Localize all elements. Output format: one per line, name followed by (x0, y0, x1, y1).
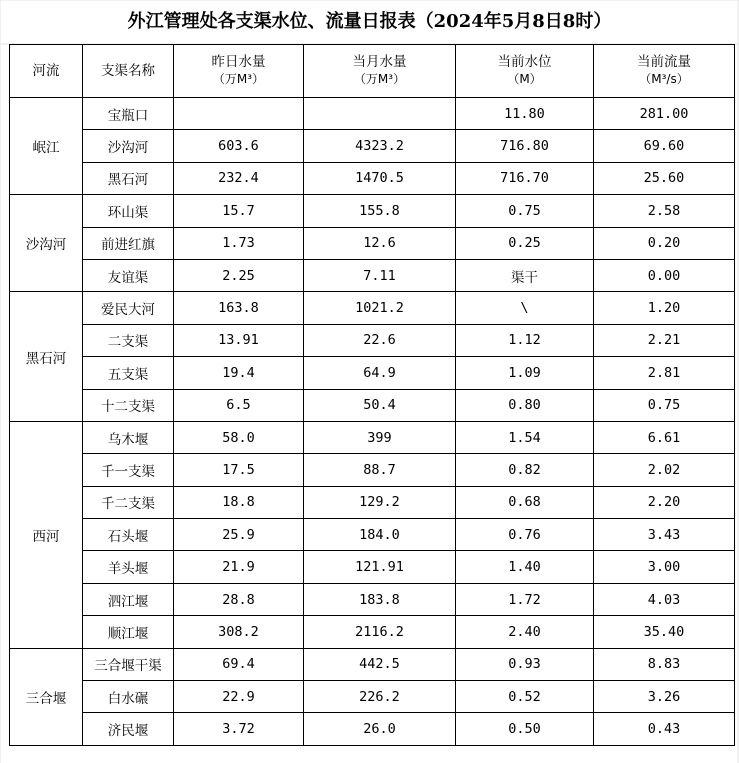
water-level-cell: 0.25 (456, 227, 594, 259)
flow-rate-cell: 3.00 (594, 551, 735, 583)
canal-name-cell: 羊头堰 (83, 551, 174, 583)
river-group-cell: 沙沟河 (10, 195, 83, 292)
flow-rate-cell: 4.03 (594, 583, 735, 615)
water-level-cell: 0.80 (456, 389, 594, 421)
canal-name-cell: 友谊渠 (83, 259, 174, 291)
canal-name-cell: 宝瓶口 (83, 98, 174, 130)
table-row (10, 681, 735, 713)
yesterday-volume-cell: 15.7 (174, 195, 304, 227)
yesterday-volume-cell: 1.73 (174, 227, 304, 259)
river-group-cell: 西河 (10, 421, 83, 648)
month-volume-cell: 226.2 (304, 681, 456, 713)
canal-name-cell: 爱民大河 (83, 292, 174, 324)
report-body (10, 98, 735, 746)
water-level-cell: 716.80 (456, 130, 594, 162)
yesterday-volume-cell: 17.5 (174, 454, 304, 486)
flow-rate-cell: 2.81 (594, 357, 735, 389)
yesterday-volume-cell: 308.2 (174, 616, 304, 648)
canal-name-cell: 千二支渠 (83, 486, 174, 518)
yesterday-volume-cell: 6.5 (174, 389, 304, 421)
water-level-cell: 0.82 (456, 454, 594, 486)
month-volume-cell: 1021.2 (304, 292, 456, 324)
flow-rate-cell: 3.43 (594, 519, 735, 551)
month-volume-cell: 2116.2 (304, 616, 456, 648)
table-row (10, 421, 735, 453)
month-volume-cell: 50.4 (304, 389, 456, 421)
table-row (10, 195, 735, 227)
month-volume-cell: 121.91 (304, 551, 456, 583)
water-level-cell: 1.40 (456, 551, 594, 583)
canal-name-cell: 黑石河 (83, 162, 174, 194)
flow-rate-cell: 0.00 (594, 259, 735, 291)
yesterday-volume-cell: 28.8 (174, 583, 304, 615)
month-volume-cell: 7.11 (304, 259, 456, 291)
month-volume-cell: 184.0 (304, 519, 456, 551)
table-row (10, 389, 735, 421)
header-yesterday-volume: 昨日水量 （万M³） (174, 45, 304, 98)
table-row (10, 324, 735, 356)
flow-rate-cell: 281.00 (594, 98, 735, 130)
month-volume-cell: 155.8 (304, 195, 456, 227)
canal-name-cell: 五支渠 (83, 357, 174, 389)
yesterday-volume-cell: 18.8 (174, 486, 304, 518)
month-volume-cell: 26.0 (304, 713, 456, 745)
flow-rate-cell: 35.40 (594, 616, 735, 648)
header-month-volume: 当月水量 （万M³） (304, 45, 456, 98)
canal-name-cell: 沙沟河 (83, 130, 174, 162)
table-row (10, 551, 735, 583)
month-volume-cell: 64.9 (304, 357, 456, 389)
water-level-cell: 0.76 (456, 519, 594, 551)
yesterday-volume-cell: 22.9 (174, 681, 304, 713)
month-volume-cell: 88.7 (304, 454, 456, 486)
month-volume-cell: 129.2 (304, 486, 456, 518)
flow-rate-cell: 2.21 (594, 324, 735, 356)
water-level-cell: 0.75 (456, 195, 594, 227)
yesterday-volume-cell: 25.9 (174, 519, 304, 551)
yesterday-volume-cell: 58.0 (174, 421, 304, 453)
canal-name-cell: 三合堰干渠 (83, 648, 174, 680)
table-row (10, 486, 735, 518)
table-row (10, 98, 735, 130)
yesterday-volume-cell: 163.8 (174, 292, 304, 324)
water-level-cell: 1.54 (456, 421, 594, 453)
flow-rate-cell: 2.20 (594, 486, 735, 518)
river-group-cell: 岷江 (10, 98, 83, 195)
table-row (10, 583, 735, 615)
table-row (10, 648, 735, 680)
yesterday-volume-cell: 69.4 (174, 648, 304, 680)
water-level-cell: 1.09 (456, 357, 594, 389)
yesterday-volume-cell: 19.4 (174, 357, 304, 389)
yesterday-volume-cell: 21.9 (174, 551, 304, 583)
flow-rate-cell: 69.60 (594, 130, 735, 162)
yesterday-volume-cell: 232.4 (174, 162, 304, 194)
table-row (10, 130, 735, 162)
table-row (10, 227, 735, 259)
table-row (10, 519, 735, 551)
canal-name-cell: 十二支渠 (83, 389, 174, 421)
water-level-cell: 2.40 (456, 616, 594, 648)
water-level-cell: 0.50 (456, 713, 594, 745)
header-canal-name: 支渠名称 (83, 45, 174, 98)
water-level-cell: 0.93 (456, 648, 594, 680)
river-group-cell: 黑石河 (10, 292, 83, 422)
canal-name-cell: 二支渠 (83, 324, 174, 356)
table-row (10, 357, 735, 389)
flow-rate-cell: 25.60 (594, 162, 735, 194)
flow-rate-cell: 0.75 (594, 389, 735, 421)
water-level-cell: 1.12 (456, 324, 594, 356)
yesterday-volume-cell (174, 98, 304, 130)
header-flow-rate: 当前流量 （M³/s） (594, 45, 735, 98)
month-volume-cell: 22.6 (304, 324, 456, 356)
month-volume-cell: 4323.2 (304, 130, 456, 162)
canal-name-cell: 白水碾 (83, 681, 174, 713)
flow-rate-cell: 2.58 (594, 195, 735, 227)
table-row (10, 454, 735, 486)
month-volume-cell: 399 (304, 421, 456, 453)
month-volume-cell: 12.6 (304, 227, 456, 259)
water-level-cell: 0.52 (456, 681, 594, 713)
table-row (10, 292, 735, 324)
canal-name-cell: 石头堰 (83, 519, 174, 551)
water-level-cell: 716.70 (456, 162, 594, 194)
report-title: 外江管理处各支渠水位、流量日报表（2024年5月8日8时） (127, 11, 612, 32)
water-level-cell: \ (456, 292, 594, 324)
header-river: 河流 (10, 45, 83, 98)
yesterday-volume-cell: 2.25 (174, 259, 304, 291)
flow-rate-cell: 8.83 (594, 648, 735, 680)
water-level-cell: 1.72 (456, 583, 594, 615)
table-row (10, 259, 735, 291)
flow-rate-cell: 0.20 (594, 227, 735, 259)
month-volume-cell: 442.5 (304, 648, 456, 680)
water-level-cell: 11.80 (456, 98, 594, 130)
yesterday-volume-cell: 3.72 (174, 713, 304, 745)
canal-name-cell: 前进红旗 (83, 227, 174, 259)
canal-name-cell: 顺江堰 (83, 616, 174, 648)
water-report-table (9, 44, 735, 746)
table-row (10, 713, 735, 745)
flow-rate-cell: 6.61 (594, 421, 735, 453)
table-row (10, 162, 735, 194)
month-volume-cell: 183.8 (304, 583, 456, 615)
canal-name-cell: 乌木堰 (83, 421, 174, 453)
table-row (10, 616, 735, 648)
water-level-cell: 渠干 (456, 259, 594, 291)
header-row (10, 45, 735, 98)
month-volume-cell: 1470.5 (304, 162, 456, 194)
flow-rate-cell: 3.26 (594, 681, 735, 713)
flow-rate-cell: 0.43 (594, 713, 735, 745)
canal-name-cell: 济民堰 (83, 713, 174, 745)
yesterday-volume-cell: 603.6 (174, 130, 304, 162)
yesterday-volume-cell: 13.91 (174, 324, 304, 356)
month-volume-cell (304, 98, 456, 130)
canal-name-cell: 泗江堰 (83, 583, 174, 615)
flow-rate-cell: 2.02 (594, 454, 735, 486)
river-group-cell: 三合堰 (10, 648, 83, 745)
flow-rate-cell: 1.20 (594, 292, 735, 324)
canal-name-cell: 环山渠 (83, 195, 174, 227)
canal-name-cell: 千一支渠 (83, 454, 174, 486)
header-water-level: 当前水位 （M） (456, 45, 594, 98)
water-level-cell: 0.68 (456, 486, 594, 518)
